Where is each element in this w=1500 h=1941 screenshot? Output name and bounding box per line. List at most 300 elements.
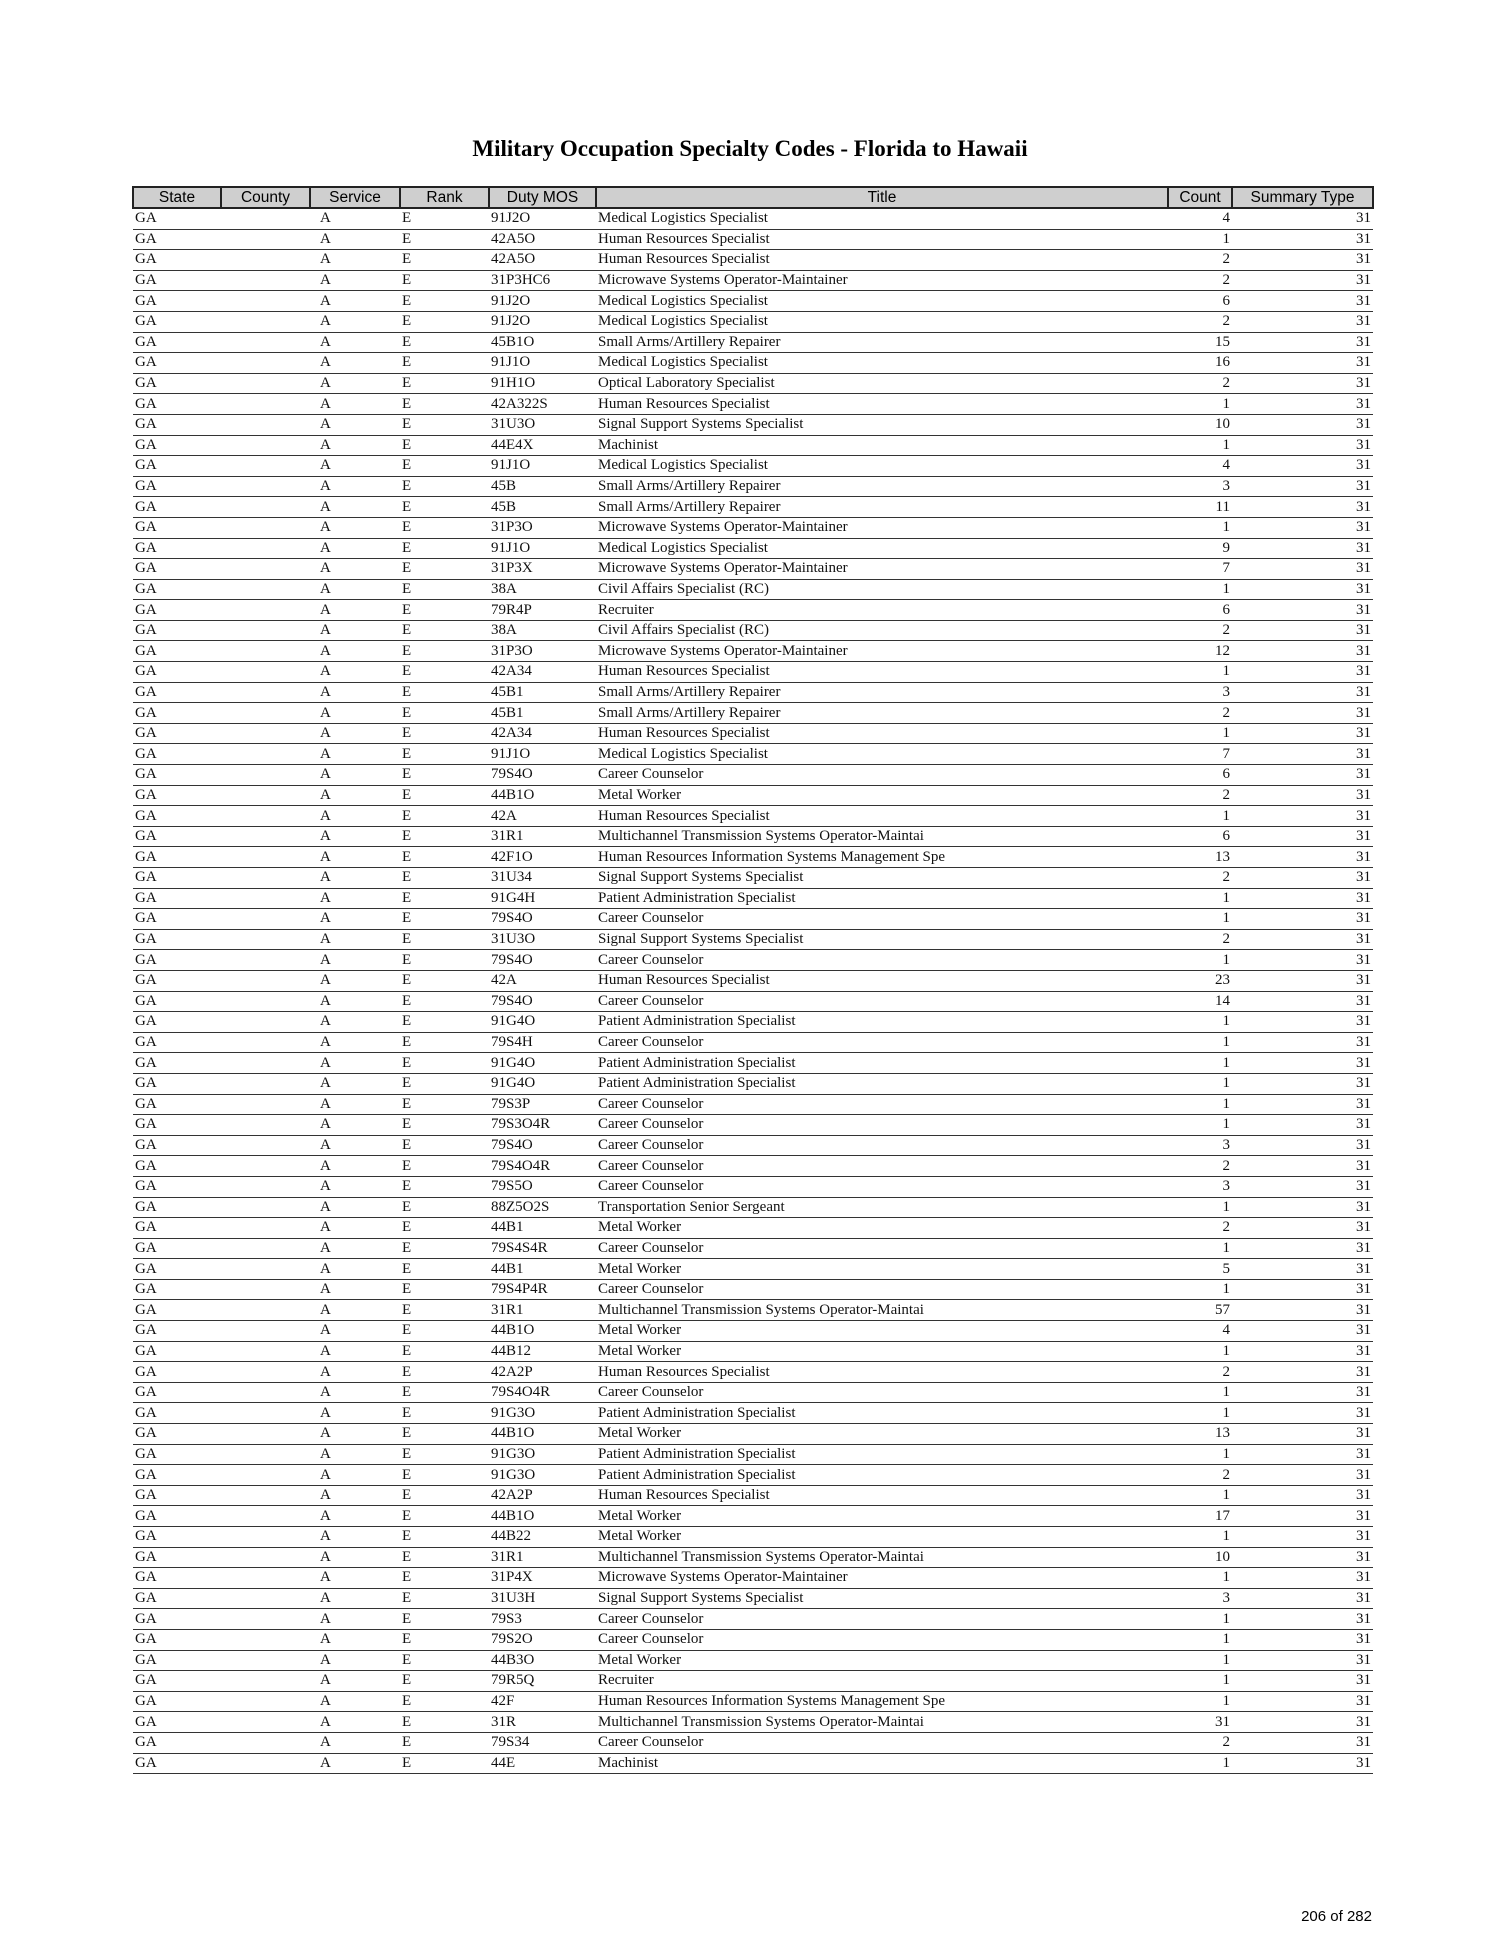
cell-county <box>221 1444 310 1465</box>
cell-count: 1 <box>1168 723 1232 744</box>
cell-state: GA <box>133 1156 221 1177</box>
cell-service: A <box>310 1094 400 1115</box>
cell-count: 1 <box>1168 1032 1232 1053</box>
cell-county <box>221 1300 310 1321</box>
cell-service: A <box>310 1506 400 1527</box>
cell-county <box>221 538 310 559</box>
cell-summary-type: 31 <box>1232 1032 1373 1053</box>
table-row <box>133 497 1373 518</box>
cell-duty-mos: 31P3HC6 <box>489 270 596 291</box>
cell-county <box>221 373 310 394</box>
cell-count: 1 <box>1168 1403 1232 1424</box>
cell-county <box>221 1176 310 1197</box>
cell-county <box>221 991 310 1012</box>
table-row <box>133 1547 1373 1568</box>
cell-count: 1 <box>1168 888 1232 909</box>
cell-summary-type: 31 <box>1232 270 1373 291</box>
cell-summary-type: 31 <box>1232 311 1373 332</box>
cell-state: GA <box>133 970 221 991</box>
cell-summary-type: 31 <box>1232 1238 1373 1259</box>
table-row <box>133 1712 1373 1733</box>
cell-rank: E <box>400 847 489 868</box>
cell-service: A <box>310 1341 400 1362</box>
cell-count: 1 <box>1168 517 1232 538</box>
cell-duty-mos: 31R <box>489 1712 596 1733</box>
cell-title: Medical Logistics Specialist <box>596 538 1168 559</box>
cell-county <box>221 517 310 538</box>
cell-state: GA <box>133 1485 221 1506</box>
cell-state: GA <box>133 497 221 518</box>
table-row <box>133 311 1373 332</box>
cell-rank: E <box>400 394 489 415</box>
cell-county <box>221 1732 310 1753</box>
table-row <box>133 353 1373 374</box>
cell-count: 2 <box>1168 785 1232 806</box>
cell-service: A <box>310 1197 400 1218</box>
cell-county <box>221 1609 310 1630</box>
cell-title: Metal Worker <box>596 1341 1168 1362</box>
cell-rank: E <box>400 1527 489 1548</box>
cell-state: GA <box>133 1527 221 1548</box>
cell-service: A <box>310 703 400 724</box>
table-row <box>133 1671 1373 1692</box>
column-header-title: Title <box>596 187 1168 208</box>
table-header-row <box>133 187 1373 208</box>
cell-summary-type: 31 <box>1232 1341 1373 1362</box>
cell-state: GA <box>133 579 221 600</box>
table-row <box>133 929 1373 950</box>
cell-service: A <box>310 250 400 271</box>
cell-county <box>221 1135 310 1156</box>
cell-rank: E <box>400 517 489 538</box>
cell-state: GA <box>133 1115 221 1136</box>
cell-title: Small Arms/Artillery Repairer <box>596 682 1168 703</box>
cell-duty-mos: 44B3O <box>489 1650 596 1671</box>
cell-service: A <box>310 1671 400 1692</box>
cell-duty-mos: 44B1O <box>489 1506 596 1527</box>
cell-state: GA <box>133 538 221 559</box>
cell-duty-mos: 31P4X <box>489 1568 596 1589</box>
cell-county <box>221 1197 310 1218</box>
cell-duty-mos: 79S2O <box>489 1629 596 1650</box>
table-row <box>133 1444 1373 1465</box>
cell-state: GA <box>133 1506 221 1527</box>
cell-title: Civil Affairs Specialist (RC) <box>596 620 1168 641</box>
cell-count: 2 <box>1168 1732 1232 1753</box>
table-row <box>133 1012 1373 1033</box>
cell-state: GA <box>133 1403 221 1424</box>
cell-state: GA <box>133 291 221 312</box>
cell-state: GA <box>133 559 221 580</box>
cell-count: 1 <box>1168 909 1232 930</box>
cell-title: Human Resources Specialist <box>596 250 1168 271</box>
cell-title: Career Counselor <box>596 991 1168 1012</box>
table-row <box>133 229 1373 250</box>
cell-rank: E <box>400 414 489 435</box>
cell-duty-mos: 91J1O <box>489 353 596 374</box>
cell-count: 2 <box>1168 929 1232 950</box>
cell-summary-type: 31 <box>1232 1527 1373 1548</box>
table-row <box>133 1156 1373 1177</box>
cell-title: Career Counselor <box>596 1279 1168 1300</box>
cell-count: 1 <box>1168 1444 1232 1465</box>
cell-county <box>221 1588 310 1609</box>
cell-county <box>221 600 310 621</box>
page-title: Military Occupation Specialty Codes - Florida to Hawaii <box>472 136 1028 161</box>
cell-summary-type: 31 <box>1232 208 1373 229</box>
cell-duty-mos: 79S4O <box>489 909 596 930</box>
cell-summary-type: 31 <box>1232 1403 1373 1424</box>
cell-duty-mos: 31U3O <box>489 929 596 950</box>
cell-service: A <box>310 1032 400 1053</box>
cell-rank: E <box>400 682 489 703</box>
cell-county <box>221 270 310 291</box>
cell-county <box>221 332 310 353</box>
table-row <box>133 270 1373 291</box>
cell-title: Metal Worker <box>596 1321 1168 1342</box>
cell-service: A <box>310 517 400 538</box>
cell-service: A <box>310 868 400 889</box>
cell-state: GA <box>133 744 221 765</box>
cell-state: GA <box>133 1753 221 1774</box>
cell-duty-mos: 79S4O <box>489 950 596 971</box>
cell-service: A <box>310 1444 400 1465</box>
cell-state: GA <box>133 229 221 250</box>
cell-state: GA <box>133 600 221 621</box>
cell-service: A <box>310 991 400 1012</box>
cell-state: GA <box>133 1609 221 1630</box>
cell-count: 11 <box>1168 497 1232 518</box>
cell-rank: E <box>400 291 489 312</box>
table-row <box>133 1527 1373 1548</box>
cell-county <box>221 250 310 271</box>
table-row <box>133 476 1373 497</box>
cell-rank: E <box>400 1218 489 1239</box>
cell-count: 2 <box>1168 1362 1232 1383</box>
table-row <box>133 394 1373 415</box>
table-row <box>133 291 1373 312</box>
table-row <box>133 806 1373 827</box>
cell-county <box>221 476 310 497</box>
cell-duty-mos: 44B1 <box>489 1218 596 1239</box>
cell-service: A <box>310 1629 400 1650</box>
cell-rank: E <box>400 785 489 806</box>
cell-count: 17 <box>1168 1506 1232 1527</box>
cell-count: 2 <box>1168 1218 1232 1239</box>
cell-summary-type: 31 <box>1232 373 1373 394</box>
cell-service: A <box>310 1362 400 1383</box>
cell-rank: E <box>400 1568 489 1589</box>
table-body <box>133 208 1373 1774</box>
cell-service: A <box>310 682 400 703</box>
cell-duty-mos: 91J1O <box>489 538 596 559</box>
cell-count: 10 <box>1168 1547 1232 1568</box>
cell-title: Patient Administration Specialist <box>596 1053 1168 1074</box>
cell-count: 1 <box>1168 950 1232 971</box>
cell-summary-type: 31 <box>1232 703 1373 724</box>
table-row <box>133 1259 1373 1280</box>
cell-service: A <box>310 270 400 291</box>
cell-rank: E <box>400 311 489 332</box>
column-header-rank: Rank <box>400 187 489 208</box>
cell-count: 1 <box>1168 1671 1232 1692</box>
cell-summary-type: 31 <box>1232 497 1373 518</box>
cell-county <box>221 1238 310 1259</box>
cell-count: 13 <box>1168 847 1232 868</box>
cell-county <box>221 1032 310 1053</box>
cell-state: GA <box>133 765 221 786</box>
cell-duty-mos: 88Z5O2S <box>489 1197 596 1218</box>
cell-count: 2 <box>1168 1465 1232 1486</box>
cell-title: Signal Support Systems Specialist <box>596 929 1168 950</box>
cell-count: 1 <box>1168 662 1232 683</box>
cell-summary-type: 31 <box>1232 806 1373 827</box>
cell-rank: E <box>400 970 489 991</box>
cell-title: Career Counselor <box>596 1238 1168 1259</box>
cell-state: GA <box>133 1465 221 1486</box>
cell-duty-mos: 91J1O <box>489 744 596 765</box>
cell-summary-type: 31 <box>1232 1156 1373 1177</box>
cell-county <box>221 1321 310 1342</box>
table-row <box>133 826 1373 847</box>
cell-duty-mos: 91G3O <box>489 1403 596 1424</box>
cell-state: GA <box>133 703 221 724</box>
cell-service: A <box>310 497 400 518</box>
cell-rank: E <box>400 1032 489 1053</box>
cell-county <box>221 1382 310 1403</box>
cell-rank: E <box>400 497 489 518</box>
cell-summary-type: 31 <box>1232 1197 1373 1218</box>
cell-service: A <box>310 414 400 435</box>
cell-duty-mos: 44B12 <box>489 1341 596 1362</box>
cell-rank: E <box>400 1279 489 1300</box>
cell-service: A <box>310 620 400 641</box>
cell-service: A <box>310 1753 400 1774</box>
cell-count: 1 <box>1168 1527 1232 1548</box>
cell-state: GA <box>133 1321 221 1342</box>
cell-service: A <box>310 1588 400 1609</box>
table-row <box>133 1218 1373 1239</box>
cell-rank: E <box>400 1506 489 1527</box>
cell-state: GA <box>133 208 221 229</box>
cell-count: 23 <box>1168 970 1232 991</box>
cell-title: Human Resources Information Systems Management Spe <box>596 847 1168 868</box>
cell-service: A <box>310 1609 400 1630</box>
cell-rank: E <box>400 703 489 724</box>
cell-state: GA <box>133 1197 221 1218</box>
cell-rank: E <box>400 806 489 827</box>
table-row <box>133 579 1373 600</box>
cell-title: Patient Administration Specialist <box>596 1073 1168 1094</box>
cell-count: 4 <box>1168 456 1232 477</box>
cell-title: Civil Affairs Specialist (RC) <box>596 579 1168 600</box>
table-row <box>133 641 1373 662</box>
cell-summary-type: 31 <box>1232 394 1373 415</box>
cell-county <box>221 826 310 847</box>
cell-title: Metal Worker <box>596 1259 1168 1280</box>
table-row <box>133 1382 1373 1403</box>
cell-state: GA <box>133 991 221 1012</box>
cell-state: GA <box>133 1362 221 1383</box>
table-row <box>133 1176 1373 1197</box>
cell-service: A <box>310 1135 400 1156</box>
cell-state: GA <box>133 517 221 538</box>
table-row <box>133 1321 1373 1342</box>
cell-summary-type: 31 <box>1232 1176 1373 1197</box>
cell-duty-mos: 42A2P <box>489 1485 596 1506</box>
cell-rank: E <box>400 1300 489 1321</box>
cell-summary-type: 31 <box>1232 291 1373 312</box>
cell-rank: E <box>400 353 489 374</box>
cell-title: Human Resources Specialist <box>596 1362 1168 1383</box>
cell-county <box>221 1156 310 1177</box>
table-row <box>133 332 1373 353</box>
column-header-county: County <box>221 187 310 208</box>
table-row <box>133 909 1373 930</box>
cell-rank: E <box>400 744 489 765</box>
cell-count: 15 <box>1168 332 1232 353</box>
cell-state: GA <box>133 476 221 497</box>
cell-summary-type: 31 <box>1232 1300 1373 1321</box>
cell-county <box>221 868 310 889</box>
cell-title: Career Counselor <box>596 1609 1168 1630</box>
cell-count: 1 <box>1168 229 1232 250</box>
column-header-count: Count <box>1168 187 1232 208</box>
cell-county <box>221 806 310 827</box>
cell-summary-type: 31 <box>1232 1732 1373 1753</box>
table-row <box>133 435 1373 456</box>
cell-count: 1 <box>1168 1053 1232 1074</box>
cell-state: GA <box>133 929 221 950</box>
cell-rank: E <box>400 1753 489 1774</box>
cell-summary-type: 31 <box>1232 1444 1373 1465</box>
table-row <box>133 1609 1373 1630</box>
cell-title: Metal Worker <box>596 785 1168 806</box>
cell-summary-type: 31 <box>1232 868 1373 889</box>
cell-state: GA <box>133 1073 221 1094</box>
cell-duty-mos: 42A34 <box>489 662 596 683</box>
cell-summary-type: 31 <box>1232 476 1373 497</box>
cell-service: A <box>310 888 400 909</box>
cell-summary-type: 31 <box>1232 538 1373 559</box>
cell-count: 12 <box>1168 641 1232 662</box>
cell-title: Medical Logistics Specialist <box>596 311 1168 332</box>
cell-rank: E <box>400 1197 489 1218</box>
cell-county <box>221 847 310 868</box>
cell-rank: E <box>400 579 489 600</box>
cell-service: A <box>310 600 400 621</box>
table-row <box>133 1094 1373 1115</box>
cell-duty-mos: 79R4P <box>489 600 596 621</box>
cell-summary-type: 31 <box>1232 1629 1373 1650</box>
cell-count: 3 <box>1168 1176 1232 1197</box>
cell-title: Metal Worker <box>596 1218 1168 1239</box>
cell-state: GA <box>133 456 221 477</box>
cell-state: GA <box>133 394 221 415</box>
cell-service: A <box>310 291 400 312</box>
cell-duty-mos: 79S4O <box>489 991 596 1012</box>
cell-duty-mos: 31P3X <box>489 559 596 580</box>
cell-count: 16 <box>1168 353 1232 374</box>
cell-county <box>221 1053 310 1074</box>
cell-count: 1 <box>1168 1650 1232 1671</box>
cell-service: A <box>310 970 400 991</box>
cell-county <box>221 682 310 703</box>
cell-duty-mos: 31R1 <box>489 1300 596 1321</box>
cell-service: A <box>310 785 400 806</box>
cell-duty-mos: 38A <box>489 620 596 641</box>
cell-service: A <box>310 1712 400 1733</box>
cell-service: A <box>310 456 400 477</box>
table-row <box>133 703 1373 724</box>
cell-count: 2 <box>1168 868 1232 889</box>
cell-duty-mos: 91J2O <box>489 291 596 312</box>
table-row <box>133 1300 1373 1321</box>
cell-title: Career Counselor <box>596 950 1168 971</box>
cell-summary-type: 31 <box>1232 332 1373 353</box>
cell-duty-mos: 45B1 <box>489 682 596 703</box>
cell-count: 1 <box>1168 1341 1232 1362</box>
cell-duty-mos: 79S4O4R <box>489 1156 596 1177</box>
cell-title: Machinist <box>596 435 1168 456</box>
cell-summary-type: 31 <box>1232 662 1373 683</box>
cell-count: 1 <box>1168 1238 1232 1259</box>
cell-duty-mos: 79S4P4R <box>489 1279 596 1300</box>
table-row <box>133 888 1373 909</box>
cell-count: 1 <box>1168 1279 1232 1300</box>
cell-count: 13 <box>1168 1424 1232 1445</box>
cell-rank: E <box>400 1547 489 1568</box>
cell-county <box>221 1691 310 1712</box>
cell-state: GA <box>133 1259 221 1280</box>
cell-rank: E <box>400 1053 489 1074</box>
table-row <box>133 744 1373 765</box>
cell-service: A <box>310 373 400 394</box>
cell-summary-type: 31 <box>1232 929 1373 950</box>
cell-summary-type: 31 <box>1232 1568 1373 1589</box>
cell-title: Career Counselor <box>596 1135 1168 1156</box>
cell-rank: E <box>400 1135 489 1156</box>
cell-title: Human Resources Specialist <box>596 662 1168 683</box>
cell-duty-mos: 91J2O <box>489 208 596 229</box>
cell-state: GA <box>133 620 221 641</box>
cell-duty-mos: 42A34 <box>489 723 596 744</box>
cell-rank: E <box>400 1341 489 1362</box>
cell-state: GA <box>133 1094 221 1115</box>
cell-county <box>221 641 310 662</box>
cell-county <box>221 1279 310 1300</box>
cell-duty-mos: 42A5O <box>489 229 596 250</box>
cell-count: 1 <box>1168 1382 1232 1403</box>
cell-rank: E <box>400 1465 489 1486</box>
cell-rank: E <box>400 1362 489 1383</box>
cell-count: 5 <box>1168 1259 1232 1280</box>
cell-duty-mos: 79S3 <box>489 1609 596 1630</box>
cell-rank: E <box>400 1732 489 1753</box>
table-row <box>133 620 1373 641</box>
cell-service: A <box>310 394 400 415</box>
cell-summary-type: 31 <box>1232 1588 1373 1609</box>
cell-duty-mos: 79S4O <box>489 765 596 786</box>
cell-title: Career Counselor <box>596 1094 1168 1115</box>
cell-state: GA <box>133 1300 221 1321</box>
cell-duty-mos: 31R1 <box>489 826 596 847</box>
cell-county <box>221 1465 310 1486</box>
cell-county <box>221 662 310 683</box>
cell-duty-mos: 42A <box>489 806 596 827</box>
cell-state: GA <box>133 414 221 435</box>
cell-title: Multichannel Transmission Systems Operator-Maintai <box>596 1547 1168 1568</box>
